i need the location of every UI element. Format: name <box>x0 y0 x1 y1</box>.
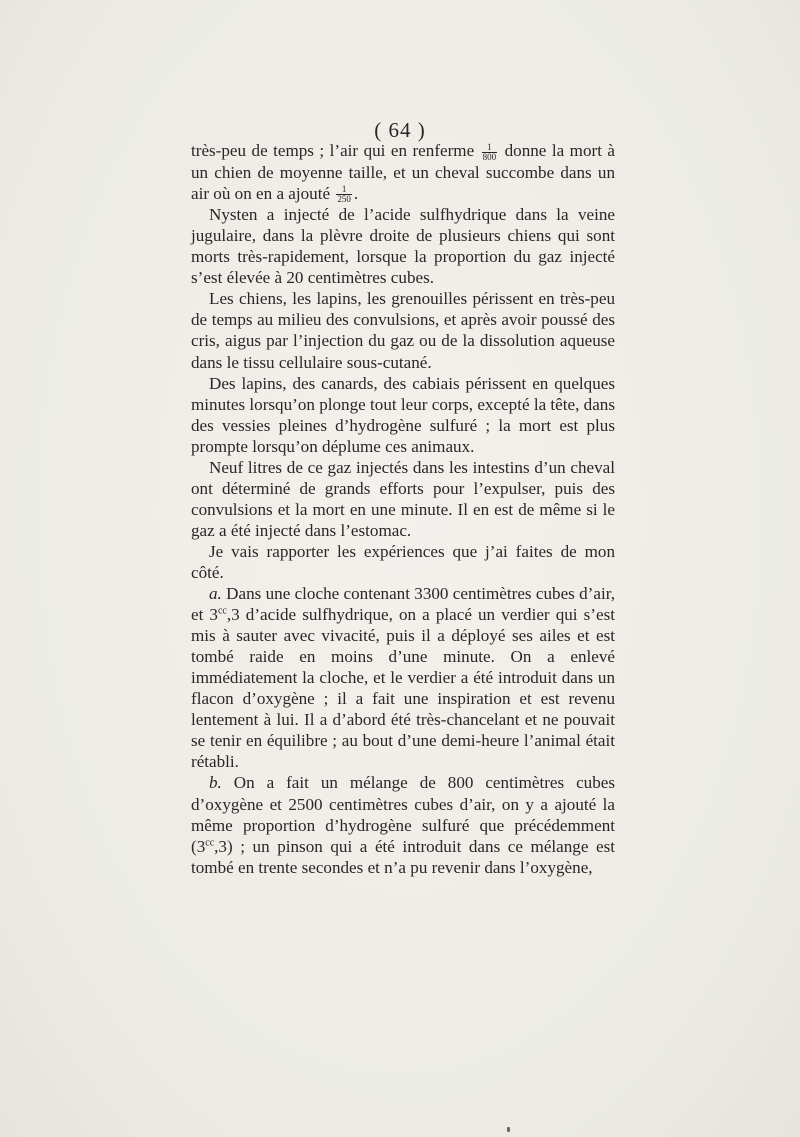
paragraph-1-text-middle: donne la mort à un chien de moyenne taille, et un cheval succombe dans un air où on en a ajouté <box>191 141 615 203</box>
unit-superscript: cc <box>217 605 227 617</box>
paragraph-6: Je vais rapporter les expériences que j’ai faites de mon côté. <box>191 541 615 582</box>
page-number: ( 64 ) <box>374 118 426 142</box>
fraction-one-eight-hundredth <box>482 143 498 162</box>
paragraph-7-text-end: ,3 d’acide sulfhydrique, on a placé un verdier qui s’est mis à sauter avec vivacité, puis il a déployé ses ailes et est tombé raide en moins d’une minute. On a enlevé immédiatement la cloche, et le verdier a été introduit dans un flacon d’oxygène ; il a fait une inspiration et est revenu lentement à lui. Il a d’abord été très-chancelant et ne pouvait se tenir en équilibre ; au bout d’une demi-heure l’animal était rétabli. <box>191 605 615 772</box>
paragraph-1-text-end: . <box>353 183 359 203</box>
fraction-denominator: 800 <box>482 151 497 162</box>
paragraph-3: Les chiens, les lapins, les grenouilles périssent en très-peu de temps au milieu des convulsions, et après avoir poussé des cris, aigus par l’injection du gaz ou de la dissolution aqueuse dans le tissu cellulaire sous-cutané. <box>191 289 615 372</box>
paragraph-7 <box>191 583 615 772</box>
paragraph-7-text-start: Dans une cloche contenant 3300 centimètres cubes d’air, et 3 <box>191 584 615 625</box>
paragraph-8-text-start: On a fait un mélange de 800 centimètres cubes d’oxygène et 2500 centimètres cubes d’air, on y a ajouté la même proportion d’hydrogène sulfuré que précédemment (3 <box>191 773 615 856</box>
paragraph-1 <box>191 140 615 204</box>
paragraph-8-text-end: ,3) ; un pinson qui a été introduit dans ce mélange est tombé en trente secondes et n’a pu revenir dans l’oxygène, <box>191 836 615 877</box>
unit-superscript: cc <box>205 836 215 848</box>
paragraph-5: Neuf litres de ce gaz injectés dans les intestins d’un cheval ont déterminé de grands efforts pour l’expulser, puis des convulsions et la mort en une minute. Il en est de même si le gaz a été injecté dans l’estomac. <box>191 457 615 540</box>
experiment-label-b: b. <box>209 773 222 793</box>
experiment-label-a: a. <box>209 584 222 604</box>
paragraph-8 <box>191 772 615 877</box>
fraction-numerator: 1 <box>336 185 352 195</box>
paragraph-4: Des lapins, des canards, des cabiais périssent en quelques minutes lorsqu’on plonge tout leur corps, excepté la tête, dans des vessies pleines d’hydrogène sulfuré ; la mort est plus prompte lorsqu’on déplume ces animaux. <box>191 373 615 456</box>
fraction-denominator: 250 <box>337 194 351 205</box>
fraction-numerator: 1 <box>482 143 498 153</box>
paragraph-1-text-start: très-peu de temps ; l’air qui en renferme <box>191 141 480 160</box>
fraction-one-two-hundred-fiftieth <box>336 185 352 204</box>
paper-speck <box>507 1127 510 1132</box>
paragraph-2: Nysten a injecté de l’acide sulfhydrique dans la veine jugulaire, dans la plèvre droite de plusieurs chiens qui sont morts très-rapidement, lorsque la proportion du gaz injecté s’est élevée à 20 centimètres cubes. <box>191 205 615 288</box>
body-text <box>191 140 615 878</box>
